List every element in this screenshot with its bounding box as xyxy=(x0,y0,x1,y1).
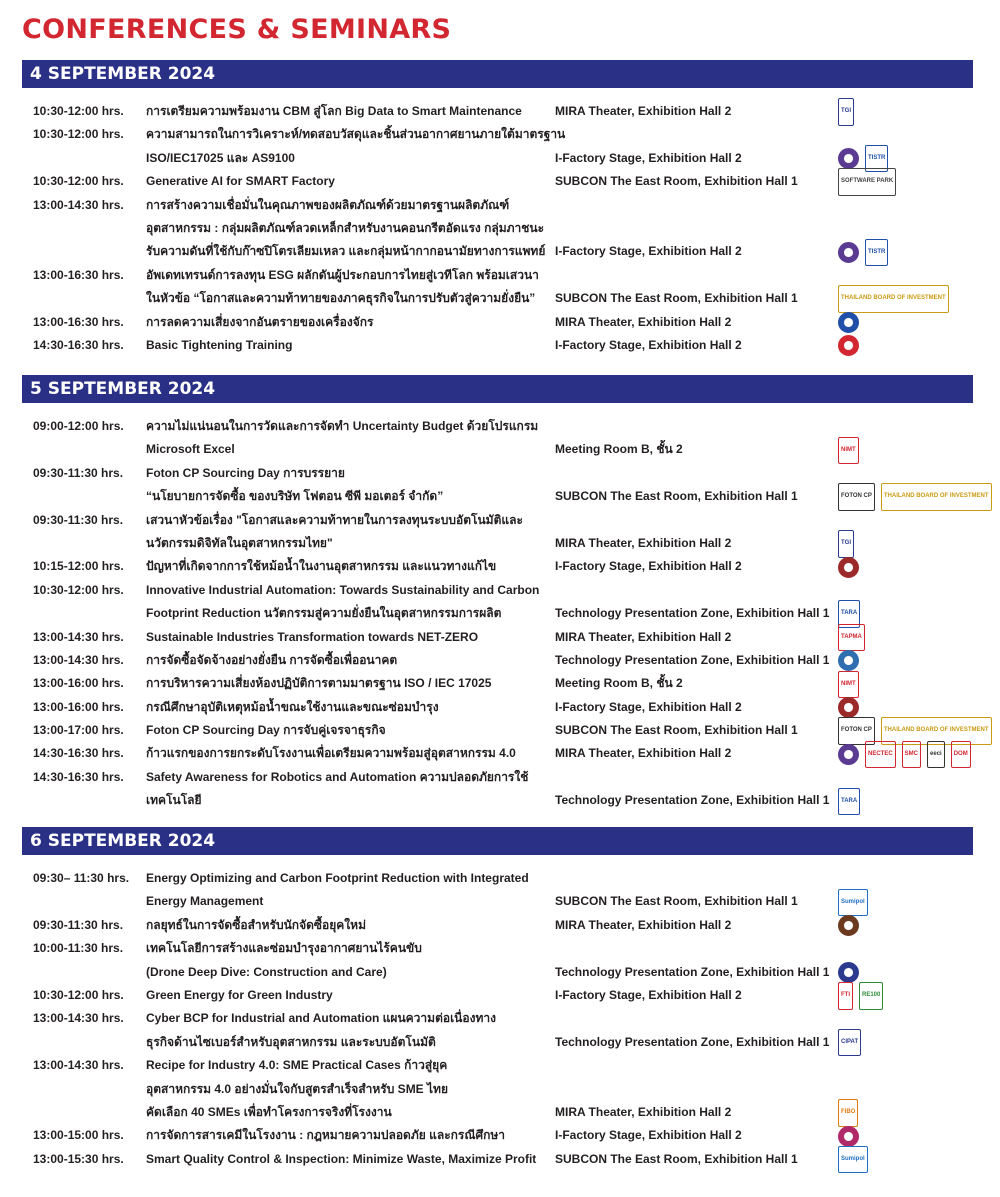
session-line xyxy=(22,1031,973,1054)
day-section-2 xyxy=(22,375,989,813)
tara-logo: TARA xyxy=(838,788,860,815)
session-venue: MIRA Theater, Exhibition Hall 2 xyxy=(555,535,732,550)
session-title: Foton CP Sourcing Day การจับคู่เจรจาธุรกิจ xyxy=(146,723,386,738)
session-title: อุตสาหกรรม 4.0 อย่างมั่นใจกับสูตรสำเร็จสำหรับ SME ไทย xyxy=(146,1081,448,1096)
session-row xyxy=(22,579,973,626)
session-line xyxy=(22,602,973,625)
ministry-seal-logo xyxy=(838,148,859,169)
session-row xyxy=(22,937,973,984)
session-line xyxy=(22,867,973,890)
tightening-logo xyxy=(838,335,859,356)
session-time: 13:00-16:00 hrs. xyxy=(33,699,124,714)
session-venue: MIRA Theater, Exhibition Hall 2 xyxy=(555,104,732,118)
session-row xyxy=(22,914,973,937)
diw-logo xyxy=(838,1126,859,1147)
sponsor-logos xyxy=(838,103,854,121)
session-title: นวัตกรรมดิจิทัลในอุตสาหกรรมไทย" xyxy=(146,535,333,550)
fti-logo: FTI xyxy=(838,982,853,1009)
ministry-seal-logo xyxy=(838,744,859,765)
session-row xyxy=(22,649,973,672)
session-title: เทคโนโลยี xyxy=(146,793,202,808)
session-line xyxy=(22,311,973,334)
session-row xyxy=(22,766,973,813)
session-row xyxy=(22,1124,973,1147)
session-title: เทคโนโลยีการสร้างและซ่อมบำรุงอากาศยานไร้คนขับ xyxy=(146,941,422,956)
session-row xyxy=(22,742,973,765)
dom-logo: DOM xyxy=(951,741,971,768)
session-title: “นโยบายการจัดซื้อ ของบริษัท โฟตอน ซีพี มอเตอร์ จำกัด” xyxy=(146,489,444,504)
session-line xyxy=(22,961,973,984)
session-row xyxy=(22,170,973,193)
session-title: ปัญหาที่เกิดจากการใช้หม้อน้ำในงานอุตสาหกรรม และแนวทางแก้ไข xyxy=(146,559,497,574)
session-line xyxy=(22,485,989,508)
session-venue: Technology Presentation Zone, Exhibition Hall 1 xyxy=(555,964,830,979)
tgi-logo: TGI xyxy=(838,98,854,125)
session-line xyxy=(22,123,973,146)
session-row xyxy=(22,719,989,742)
session-title: ความไม่แน่นอนในการวัดและการจัดทำ Uncertainty Budget ด้วยโปรแกรม xyxy=(146,419,539,433)
day-section-3 xyxy=(22,827,973,1171)
session-line xyxy=(22,742,973,765)
session-line xyxy=(22,194,973,217)
sponsor-logos xyxy=(838,652,859,670)
session-title: กรณีศึกษาอุบัติเหตุหม้อน้ำขณะใช้งานและขณะซ่อมบำรุง xyxy=(146,699,439,714)
session-line xyxy=(22,914,973,937)
session-line xyxy=(22,334,973,357)
session-row xyxy=(22,334,973,357)
session-line xyxy=(22,1054,973,1077)
session-line xyxy=(22,890,973,913)
day-header: 5 SEPTEMBER 2024 xyxy=(22,375,973,403)
session-title: การสร้างความเชื่อมั่นในคุณภาพของผลิตภัณฑ์ด้วยมาตรฐานผลิตภัณฑ์ xyxy=(146,197,510,212)
session-title: Innovative Industrial Automation: Towards Sustainability and Carbon xyxy=(146,582,540,597)
session-time: 10:30-12:00 hrs. xyxy=(33,104,124,118)
session-row xyxy=(22,867,973,914)
eeci-logo: eeci xyxy=(927,741,945,768)
day-section-1 xyxy=(22,60,973,357)
session-line xyxy=(22,626,973,649)
day-header: 6 SEPTEMBER 2024 xyxy=(22,827,973,855)
session-title: Green Energy for Green Industry xyxy=(146,987,333,1002)
sponsor-logos xyxy=(838,917,859,935)
session-time: 09:00-12:00 hrs. xyxy=(33,419,124,433)
session-title: ความสามารถในการวิเคราะห์/ทดสอบวัสดุและชิ้นส่วนอากาศยานภายใต้มาตรฐาน xyxy=(146,127,566,142)
sponsor-logos xyxy=(838,535,854,553)
safety-dept-logo xyxy=(838,312,859,333)
sponsor-logos xyxy=(838,629,865,647)
session-line xyxy=(22,240,973,263)
dept-seal-logo xyxy=(838,697,859,718)
session-row xyxy=(22,672,973,695)
sponsor-logos xyxy=(838,964,859,982)
sponsor-logos xyxy=(838,150,888,168)
session-title: รับความดันที่ใช้กับก๊าซปิโตรเลียมเหลว และกลุ่มหน้ากากอนามัยทางการแพทย์ xyxy=(146,244,546,259)
session-venue: Meeting Room B, ชั้น 2 xyxy=(555,676,683,691)
session-line xyxy=(22,649,973,672)
fibo-logo: FIBO xyxy=(838,1099,858,1126)
session-title: Sustainable Industries Transformation towards NET-ZERO xyxy=(146,629,479,644)
session-time: 10:30-12:00 hrs. xyxy=(33,174,124,189)
procurement-logo xyxy=(838,650,859,671)
session-venue: SUBCON The East Room, Exhibition Hall 1 xyxy=(555,723,798,738)
session-line xyxy=(22,1078,973,1101)
session-list xyxy=(22,100,973,357)
sponsor-logos xyxy=(838,337,859,355)
smc-logo: SMC xyxy=(902,741,921,768)
day-header: 4 SEPTEMBER 2024 xyxy=(22,60,973,88)
session-line xyxy=(22,719,989,742)
session-time: 10:30-12:00 hrs. xyxy=(33,987,124,1002)
session-line xyxy=(22,555,973,578)
session-title: ในหัวข้อ “โอกาสและความท้าทายของภาคธุรกิจในการปรับตัวสู่ความยั่งยืน” xyxy=(146,291,536,306)
session-venue: Technology Presentation Zone, Exhibition Hall 1 xyxy=(555,793,830,808)
purchasing-seal-logo xyxy=(838,915,859,936)
session-venue: Meeting Room B, ชั้น 2 xyxy=(555,442,683,457)
session-title: ธุรกิจด้านไซเบอร์สำหรับอุตสาหกรรม และระบบอัตโนมัติ xyxy=(146,1034,436,1049)
session-row xyxy=(22,1007,973,1054)
sumipol-logo: Sumipol xyxy=(838,1146,868,1173)
session-venue: Technology Presentation Zone, Exhibition Hall 1 xyxy=(555,1034,830,1049)
session-row xyxy=(22,626,973,649)
cipat-logo: CIPAT xyxy=(838,1029,861,1056)
sponsor-logos xyxy=(838,792,860,810)
session-row xyxy=(22,1148,973,1171)
tgi-logo: TGI xyxy=(838,530,854,557)
session-line xyxy=(22,672,973,695)
session-venue: SUBCON The East Room, Exhibition Hall 1 xyxy=(555,291,798,306)
session-row xyxy=(22,415,973,462)
session-time: 14:30-16:30 hrs. xyxy=(33,769,124,784)
session-venue: I-Factory Stage, Exhibition Hall 2 xyxy=(555,150,742,165)
sponsor-logos xyxy=(838,1034,861,1052)
session-time: 10:00-11:30 hrs. xyxy=(33,941,124,956)
sponsor-logos xyxy=(838,722,992,740)
tistr-logo: TISTR xyxy=(865,239,888,266)
session-line xyxy=(22,532,973,555)
tistr-logo: TISTR xyxy=(865,145,888,172)
drone-seal-logo xyxy=(838,962,859,983)
session-title: การเตรียมความพร้อมงาน CBM สู่โลก Big Data to Smart Maintenance xyxy=(146,104,522,118)
session-time: 13:00-15:00 hrs. xyxy=(33,1128,124,1143)
session-venue: MIRA Theater, Exhibition Hall 2 xyxy=(555,917,732,932)
session-line xyxy=(22,415,973,438)
nectec-logo: NECTEC xyxy=(865,741,896,768)
foton-cp-logo: FOTON CP xyxy=(838,717,875,744)
page-title: CONFERENCES & SEMINARS xyxy=(22,14,452,45)
session-title: การบริหารความเสี่ยงห้องปฏิบัติการตามมาตรฐาน ISO / IEC 17025 xyxy=(146,676,492,691)
session-line xyxy=(22,170,973,193)
session-row xyxy=(22,555,973,578)
session-time: 13:00-14:30 hrs. xyxy=(33,1011,124,1026)
tara-logo: TARA xyxy=(838,600,860,627)
session-line xyxy=(22,766,973,789)
session-title: อุตสาหกรรม : กลุ่มผลิตภัณฑ์ลวดเหล็กสำหรับงานคอนกรีตอัดแรง กลุ่มภาชนะ xyxy=(146,220,545,235)
session-row xyxy=(22,194,973,264)
session-venue: SUBCON The East Room, Exhibition Hall 1 xyxy=(555,894,798,909)
session-title: Safety Awareness for Robotics and Automation ความปลอดภัยการใช้ xyxy=(146,769,529,784)
session-title: เสวนาหัวข้อเรื่อง "โอกาสและความท้าทายในการลงทุนระบบอัตโนมัติและ xyxy=(146,512,523,527)
session-venue: MIRA Theater, Exhibition Hall 2 xyxy=(555,746,732,761)
session-title: Footprint Reduction นวัตกรรมสู่ความยั่งยืนในอุตสาหกรรมการผลิต xyxy=(146,606,502,621)
session-venue: SUBCON The East Room, Exhibition Hall 1 xyxy=(555,1151,798,1166)
session-row xyxy=(22,1054,973,1124)
software-park-logo: SOFTWARE PARK xyxy=(838,168,896,195)
session-time: 13:00-17:00 hrs. xyxy=(33,723,124,738)
session-time: 09:30-11:30 hrs. xyxy=(33,917,124,932)
sponsor-logos xyxy=(838,290,949,308)
tapma-logo: TAPMA xyxy=(838,624,865,651)
session-venue: I-Factory Stage, Exhibition Hall 2 xyxy=(555,559,742,574)
session-venue: I-Factory Stage, Exhibition Hall 2 xyxy=(555,244,742,259)
session-row xyxy=(22,100,973,123)
session-line xyxy=(22,147,973,170)
session-time: 14:30-16:30 hrs. xyxy=(33,337,124,352)
session-time: 13:00-16:00 hrs. xyxy=(33,676,124,691)
session-title: คัดเลือก 40 SMEs เพื่อทำโครงการจริงที่โรงงาน xyxy=(146,1104,392,1119)
session-time: 10:15-12:00 hrs. xyxy=(33,559,124,574)
session-row xyxy=(22,123,973,170)
thailand-boi-logo: THAILAND BOARD OF INVESTMENT xyxy=(838,285,949,312)
session-venue: Technology Presentation Zone, Exhibition Hall 1 xyxy=(555,606,830,621)
sponsor-logos xyxy=(838,558,859,576)
sponsor-logos xyxy=(838,675,859,693)
session-title: Basic Tightening Training xyxy=(146,337,293,352)
session-line xyxy=(22,287,973,310)
session-line xyxy=(22,1124,973,1147)
session-row xyxy=(22,696,973,719)
session-row xyxy=(22,311,973,334)
session-row xyxy=(22,462,989,509)
session-title: อัพเดทเทรนด์การลงทุน ESG ผลักดันผู้ประกอบการไทยสู่เวทีโลก พร้อมเสวนา xyxy=(146,267,539,282)
session-venue: I-Factory Stage, Exhibition Hall 2 xyxy=(555,1128,742,1143)
session-time: 10:30-12:00 hrs. xyxy=(33,127,124,142)
session-title: ISO/IEC17025 และ AS9100 xyxy=(146,150,295,165)
session-line xyxy=(22,789,973,812)
sponsor-logos xyxy=(838,745,971,763)
session-title: การลดความเสี่ยงจากอันตรายของเครื่องจักร xyxy=(146,314,374,329)
sponsor-logos xyxy=(838,1127,859,1145)
session-line xyxy=(22,462,973,485)
session-venue: MIRA Theater, Exhibition Hall 2 xyxy=(555,629,732,644)
session-title: Energy Management xyxy=(146,894,264,909)
session-line xyxy=(22,100,973,123)
session-time: 13:00-14:30 hrs. xyxy=(33,652,124,667)
session-title: การจัดซื้อจัดจ้างอย่างยั่งยืน การจัดซื้อเพื่ออนาคต xyxy=(146,652,398,667)
session-list xyxy=(22,867,973,1171)
session-line xyxy=(22,509,973,532)
session-venue: MIRA Theater, Exhibition Hall 2 xyxy=(555,1104,732,1119)
session-venue: MIRA Theater, Exhibition Hall 2 xyxy=(555,314,732,329)
session-time: 13:00-16:30 hrs. xyxy=(33,314,124,329)
sponsor-logos xyxy=(838,1151,868,1169)
session-time: 09:30– 11:30 hrs. xyxy=(33,871,130,885)
session-line xyxy=(22,1007,973,1030)
session-line xyxy=(22,579,973,602)
sponsor-logos xyxy=(838,893,868,911)
sponsor-logos xyxy=(838,605,860,623)
session-venue: I-Factory Stage, Exhibition Hall 2 xyxy=(555,699,742,714)
nimt-logo: NIMT xyxy=(838,437,859,464)
session-title: Smart Quality Control & Inspection: Minimize Waste, Maximize Profit xyxy=(146,1151,537,1166)
session-time: 09:30-11:30 hrs. xyxy=(33,465,124,480)
session-venue: I-Factory Stage, Exhibition Hall 2 xyxy=(555,337,742,352)
sponsor-logos xyxy=(838,987,883,1005)
session-line xyxy=(22,1101,973,1124)
session-time: 09:30-11:30 hrs. xyxy=(33,512,124,527)
session-venue: SUBCON The East Room, Exhibition Hall 1 xyxy=(555,489,798,504)
session-row xyxy=(22,984,973,1007)
session-title: Generative AI for SMART Factory xyxy=(146,174,335,189)
session-venue: SUBCON The East Room, Exhibition Hall 1 xyxy=(555,174,798,189)
session-title: Recipe for Industry 4.0: SME Practical Cases ก้าวสู่ยุค xyxy=(146,1058,448,1073)
sponsor-logos xyxy=(838,243,888,261)
thailand-boi-logo: THAILAND BOARD OF INVESTMENT xyxy=(881,717,992,744)
sponsor-logos xyxy=(838,1104,858,1122)
session-title: Microsoft Excel xyxy=(146,442,235,457)
sponsor-logos xyxy=(838,173,896,191)
session-title: Cyber BCP for Industrial and Automation แผนความต่อเนื่องทาง xyxy=(146,1011,496,1026)
session-title: (Drone Deep Dive: Construction and Care) xyxy=(146,964,387,979)
session-title: Foton CP Sourcing Day การบรรยาย xyxy=(146,465,345,480)
session-line xyxy=(22,937,973,960)
session-time: 13:00-14:30 hrs. xyxy=(33,629,124,644)
session-time: 13:00-14:30 hrs. xyxy=(33,197,124,212)
session-venue: Technology Presentation Zone, Exhibition Hall 1 xyxy=(555,652,830,667)
session-title: ก้าวแรกของการยกระดับโรงงานเพื่อเตรียมความพร้อมสู่อุตสาหกรรม 4.0 xyxy=(146,746,516,761)
session-time: 13:00-15:30 hrs. xyxy=(33,1151,124,1166)
session-line xyxy=(22,217,973,240)
session-line xyxy=(22,1148,973,1171)
nimt-logo: NIMT xyxy=(838,671,859,698)
session-time: 10:30-12:00 hrs. xyxy=(33,582,124,597)
session-row xyxy=(22,509,973,556)
session-line xyxy=(22,438,973,461)
session-line xyxy=(22,696,973,719)
sumipol-logo: Sumipol xyxy=(838,889,868,916)
session-title: Energy Optimizing and Carbon Footprint Reduction with Integrated xyxy=(146,871,529,885)
session-time: 14:30-16:30 hrs. xyxy=(33,746,124,761)
session-venue: I-Factory Stage, Exhibition Hall 2 xyxy=(555,987,742,1002)
thailand-boi-logo: THAILAND BOARD OF INVESTMENT xyxy=(881,483,992,510)
sponsor-logos xyxy=(838,699,859,717)
sponsor-logos xyxy=(838,441,859,459)
sponsor-logos xyxy=(838,488,992,506)
re100-logo: RE100 xyxy=(859,982,883,1009)
dept-seal-logo xyxy=(838,557,859,578)
foton-cp-logo: FOTON CP xyxy=(838,483,875,510)
session-time: 13:00-16:30 hrs. xyxy=(33,267,124,282)
session-line xyxy=(22,264,973,287)
session-title: กลยุทธ์ในการจัดซื้อสำหรับนักจัดซื้อยุคใหม่ xyxy=(146,917,366,932)
session-line xyxy=(22,984,973,1007)
session-time: 13:00-14:30 hrs. xyxy=(33,1058,124,1073)
session-title: การจัดการสารเคมีในโรงงาน : กฎหมายความปลอดภัย และกรณีศึกษา xyxy=(146,1128,506,1143)
ministry-seal-logo xyxy=(838,242,859,263)
sponsor-logos xyxy=(838,314,859,332)
session-list xyxy=(22,415,989,813)
session-row xyxy=(22,264,973,311)
